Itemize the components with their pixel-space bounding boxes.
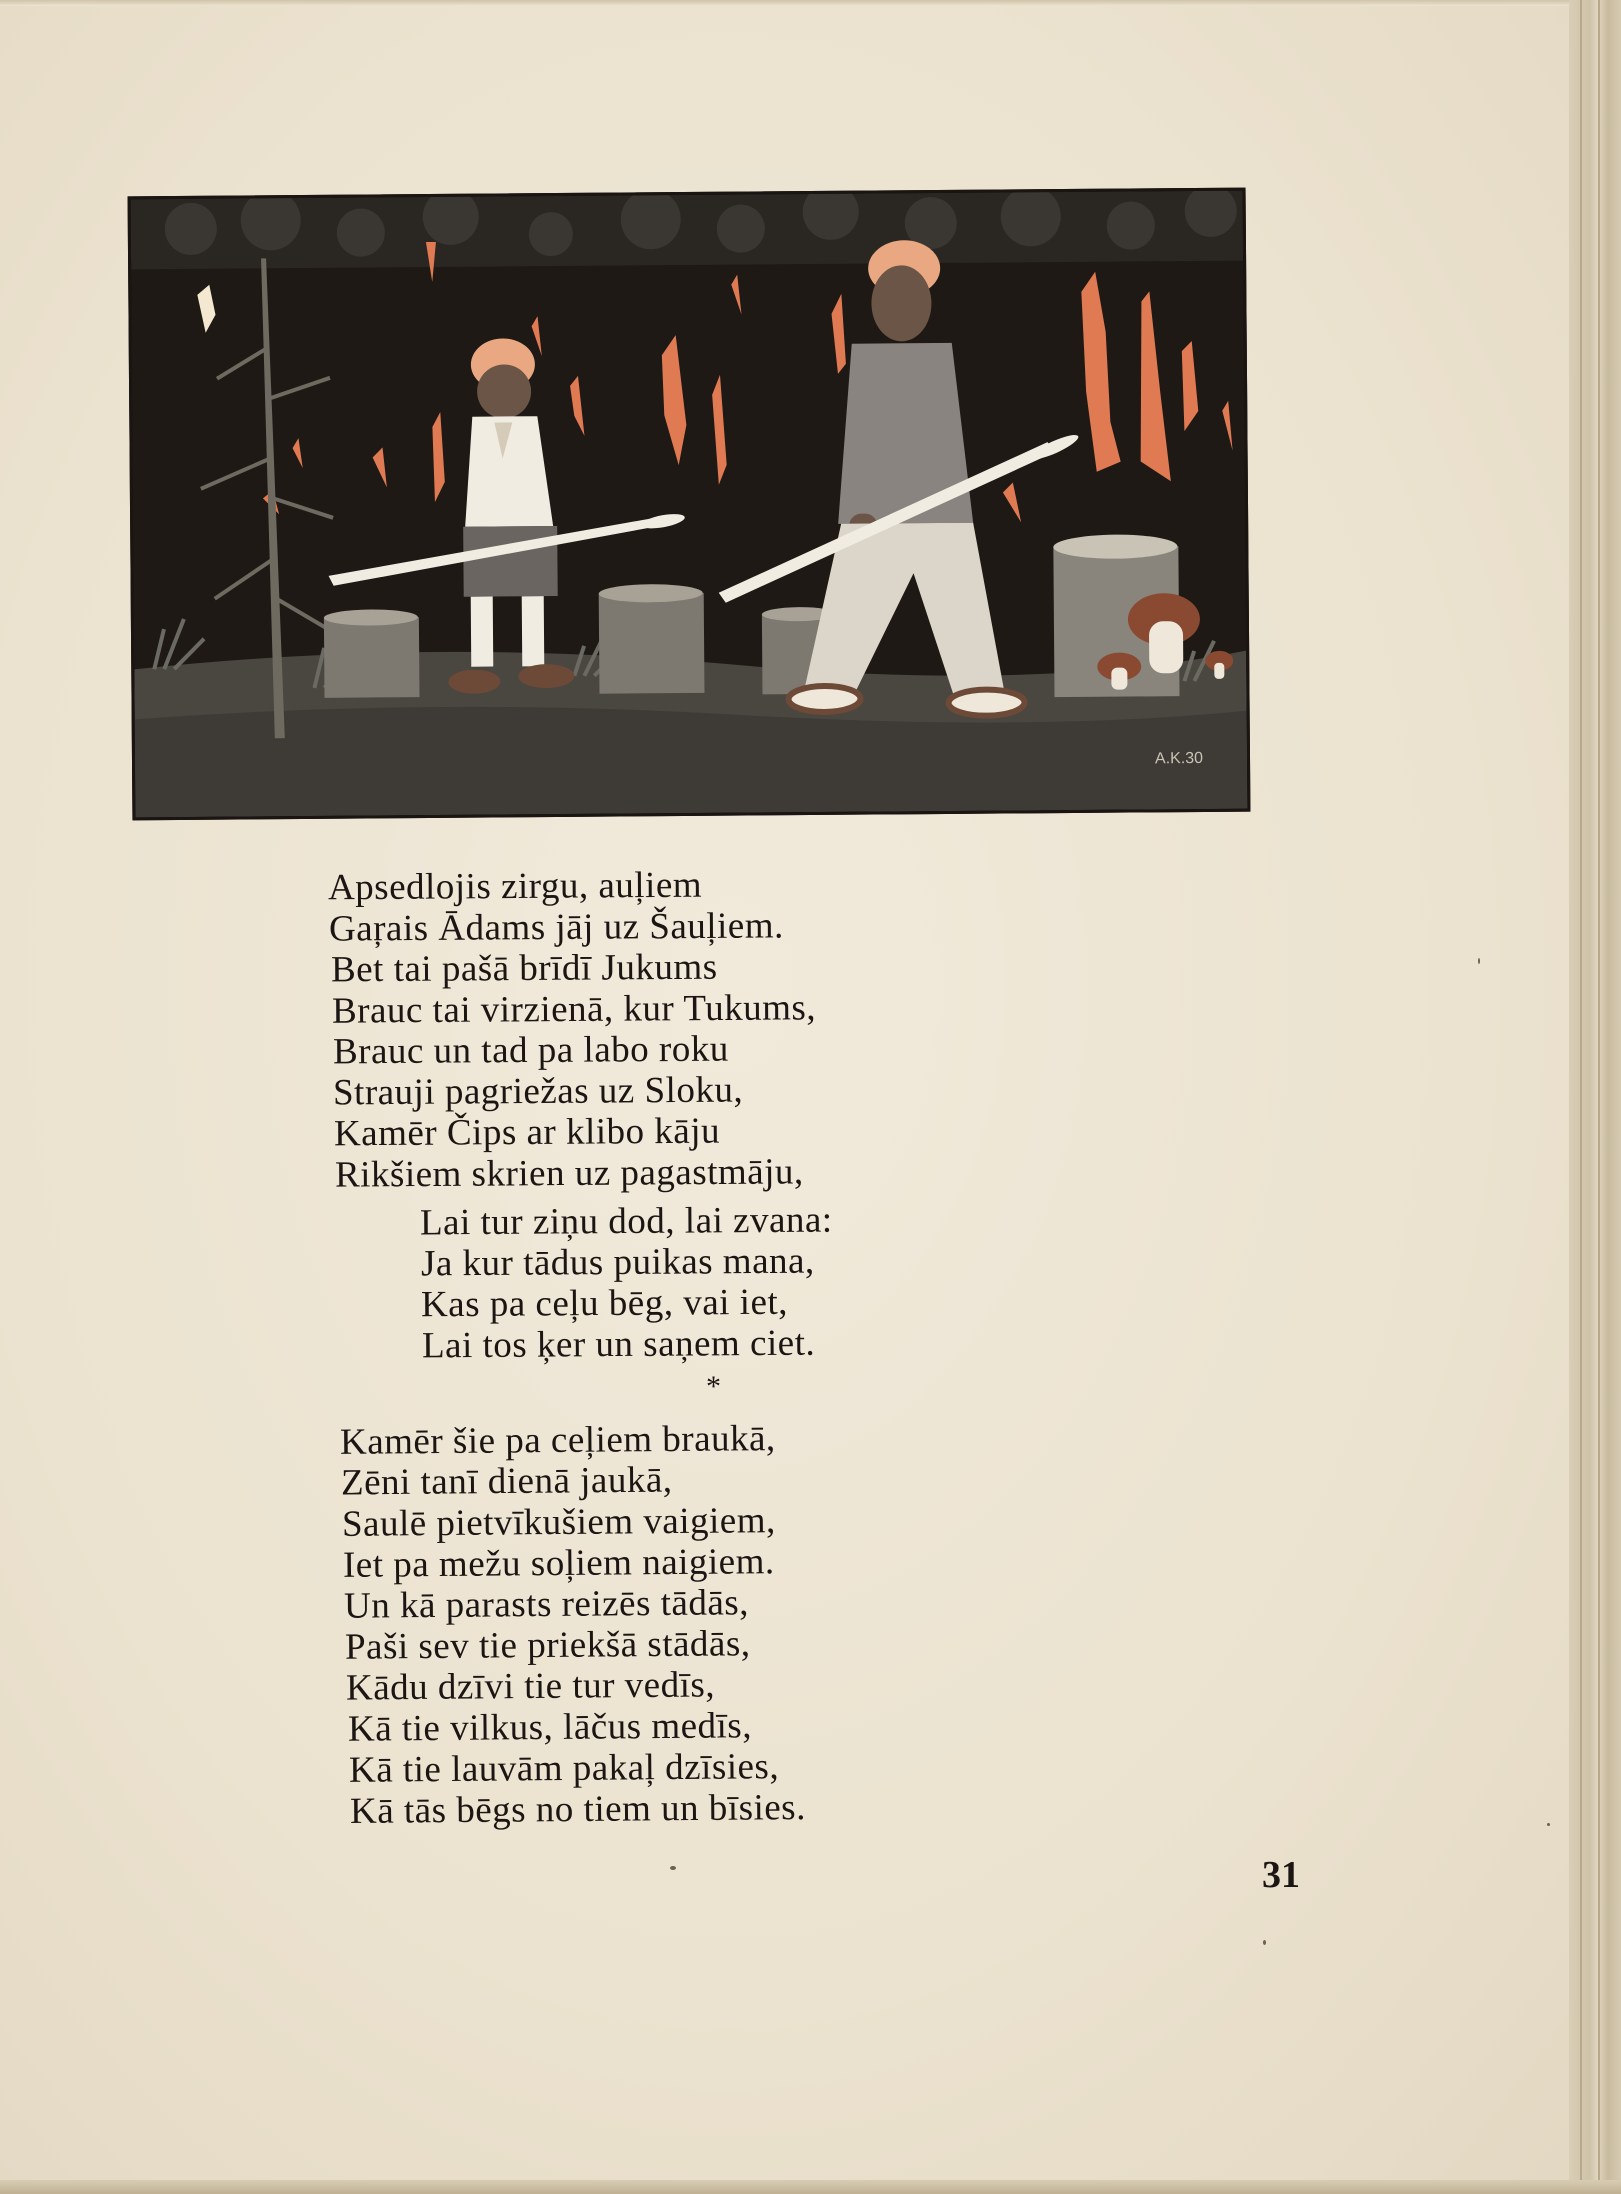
poem-line: Paši sev tie priekšā stādās, xyxy=(344,1623,751,1668)
poem-line: Kas pa ceļu bēg, vai iet, xyxy=(420,1281,789,1326)
poem-line: Kamēr Čips ar klibo kāju xyxy=(333,1110,721,1155)
stanza-separator: * xyxy=(706,1370,722,1403)
poem-line: Bet tai pašā brīdī Jukums xyxy=(330,946,718,991)
poem-line: Kā tās bēgs no tiem un bīsies. xyxy=(349,1787,807,1832)
paper-speck xyxy=(670,1866,676,1870)
poem-line: Kamēr šie pa ceļiem braukā, xyxy=(339,1418,776,1463)
page-number: 31 xyxy=(1262,1854,1300,1896)
poem-line: Strauji pagriežas uz Sloku, xyxy=(332,1069,744,1114)
poem-line: Kā tie vilkus, lāčus medīs, xyxy=(347,1705,753,1750)
poem-line: Kā tie lauvām pakaļ dzīsies, xyxy=(348,1746,780,1791)
paper-speck xyxy=(1263,1940,1266,1945)
paper-speck xyxy=(1547,1823,1550,1826)
poem-line: Un kā parasts reizēs tādās, xyxy=(343,1582,750,1627)
poem-line: Zēni tanī dienā jaukā, xyxy=(340,1459,673,1504)
poem-line: Saulē pietvīkušiem vaigiem, xyxy=(341,1500,776,1545)
poem-line: Iet pa mežu soļiem naigiem. xyxy=(342,1541,775,1586)
paper-speck xyxy=(1478,958,1480,964)
poem-line: Ja kur tādus puikas mana, xyxy=(420,1240,815,1285)
poem-line: Apsedlojis zirgu, auļiem xyxy=(327,864,703,909)
poem-line: Gaŗais Ādams jāj uz Šauļiem. xyxy=(328,905,784,950)
poem-line: Rikšiem skrien uz pagastmāju, xyxy=(334,1151,804,1196)
poem-line: Brauc un tad pa labo roku xyxy=(332,1028,729,1073)
poem-line: Kādu dzīvi tie tur vedīs, xyxy=(345,1664,716,1709)
artist-signature: A.K.30 xyxy=(1154,749,1204,768)
poem-line: Lai tos ķer un saņem ciet. xyxy=(421,1322,816,1367)
poem-line: Brauc tai virzienā, kur Tukums, xyxy=(331,987,817,1032)
poem-line: Lai tur ziņu dod, lai zvana: xyxy=(419,1199,833,1244)
